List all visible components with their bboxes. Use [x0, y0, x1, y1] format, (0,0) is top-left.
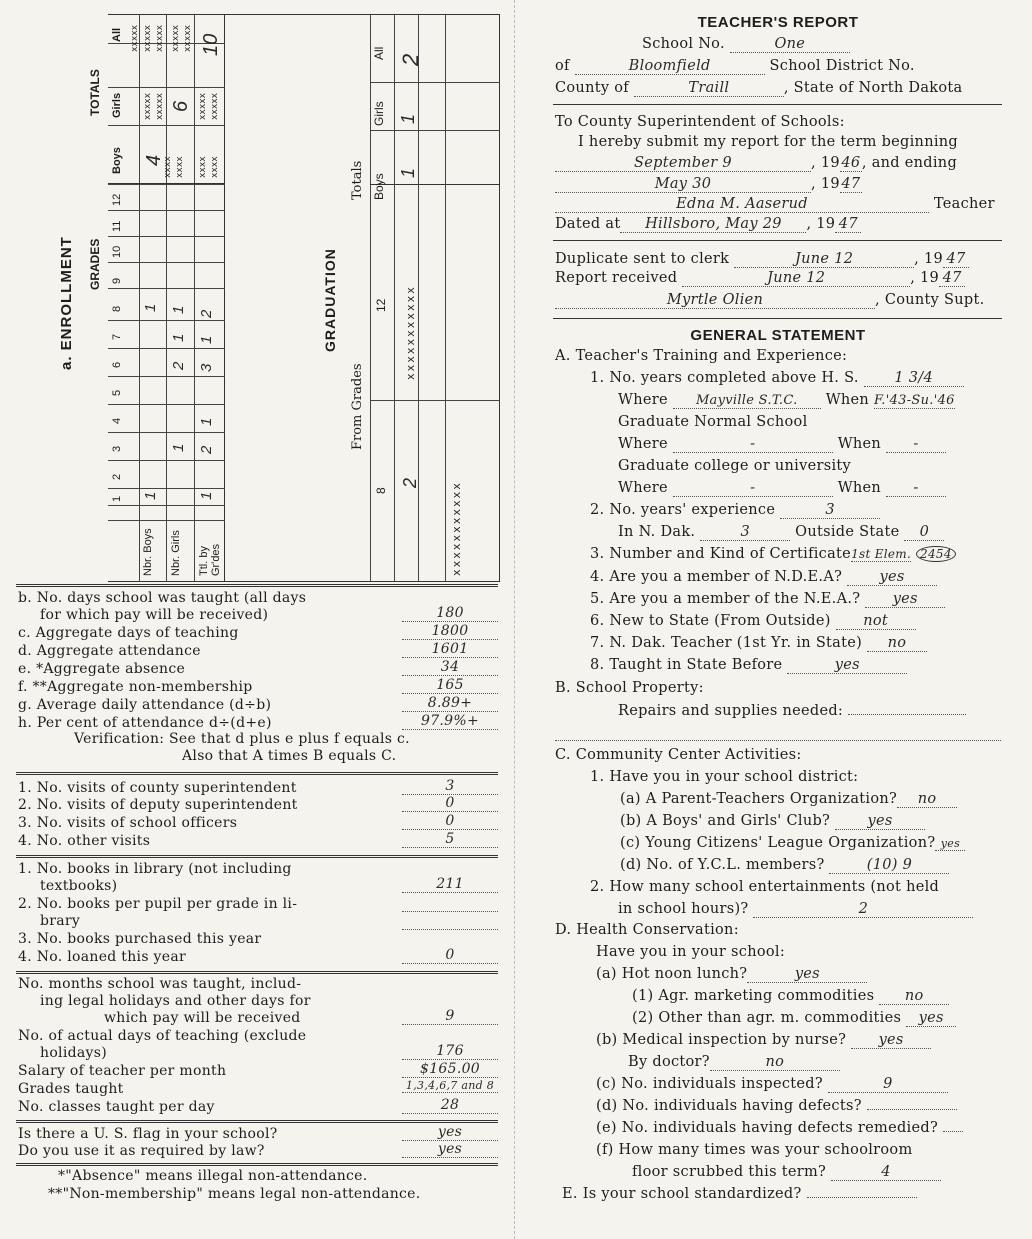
- grad-college-where[interactable]: -: [673, 480, 833, 497]
- grad-college-when[interactable]: -: [886, 480, 946, 497]
- da2-label: (2) Other than agr. m. commodities: [632, 1010, 902, 1026]
- boys-grade-1: 1: [142, 491, 159, 500]
- months-label-1: No. months school was taught, includ-: [18, 976, 302, 992]
- row-label-boys: Nbr. Boys: [142, 528, 154, 576]
- dup-year[interactable]: 47: [943, 251, 969, 268]
- row-verification: [18, 731, 498, 749]
- grade-4: 4: [111, 417, 123, 424]
- cc-value[interactable]: yes: [935, 837, 965, 851]
- girls-grade-6: 2: [170, 361, 187, 370]
- a5-value[interactable]: yes: [865, 591, 945, 608]
- a4-value[interactable]: yes: [847, 569, 937, 586]
- df-label: (f) How many times was your schoolroom: [596, 1142, 913, 1158]
- outside-value[interactable]: 0: [904, 524, 944, 541]
- year-prefix: , 19: [914, 251, 944, 267]
- school-no-row: [642, 36, 850, 53]
- where-label: Where: [618, 480, 668, 496]
- db-value[interactable]: yes: [851, 1032, 931, 1049]
- begin-year[interactable]: 46: [841, 155, 861, 171]
- county-label: County of: [555, 80, 629, 96]
- b1-extra-line[interactable]: [555, 725, 1001, 741]
- grad-college-row: [618, 458, 851, 474]
- total-grade-4: 1: [198, 417, 215, 426]
- grade-1: 1: [111, 495, 123, 502]
- a8-label: 8. Taught in State Before: [590, 657, 783, 673]
- db2-value[interactable]: no: [710, 1054, 840, 1071]
- library-label-4: 4. No. loaned this year: [18, 949, 186, 965]
- enrollment-title: a. ENROLLMENT: [58, 236, 75, 370]
- total-grade-8: 2: [198, 309, 215, 318]
- visit-label: 3. No. visits of school officers: [18, 815, 238, 831]
- c2b-label: in school hours)?: [618, 901, 749, 917]
- grad-girls-label: Girls: [372, 101, 386, 126]
- months-row-3: [18, 1010, 498, 1028]
- footnote-row-2: [18, 1186, 498, 1204]
- total-grade-6: 3: [198, 363, 215, 372]
- de-value[interactable]: [943, 1131, 963, 1132]
- grad-normal-when[interactable]: -: [886, 436, 946, 453]
- value-h[interactable]: 97.9%+: [402, 713, 498, 730]
- a1-label: 1. No. years completed above H. S.: [590, 370, 859, 386]
- cc-label: (c) Young Citizens' League Organization?: [620, 835, 936, 851]
- label-h: h. Per cent of attendance d÷(d+e): [18, 715, 272, 731]
- grade-6: 6: [111, 361, 123, 368]
- label-c: c. Aggregate days of teaching: [18, 625, 239, 641]
- db-label: (b) Medical inspection by nurse?: [596, 1032, 847, 1048]
- where-label: Where: [618, 436, 668, 452]
- dated-year[interactable]: 47: [835, 216, 861, 233]
- state-label: , State of North Dakota: [783, 80, 963, 96]
- year-prefix: , 19: [806, 216, 836, 232]
- months-row-1: [18, 976, 498, 994]
- grad-girls-value: 1: [398, 113, 418, 124]
- boys-total: 4: [143, 154, 165, 166]
- grad-boys-label: Boys: [372, 173, 386, 200]
- girls-grade-8: 1: [170, 305, 187, 314]
- x-mark: xxxxx: [143, 24, 153, 52]
- dated-row: [555, 216, 861, 233]
- days-label-2: holidays): [40, 1045, 107, 1061]
- totals-header: TOTALS: [88, 69, 102, 116]
- a1-when-value[interactable]: F.'43-Su.'46: [873, 393, 955, 408]
- in-nd-value[interactable]: 3: [700, 524, 790, 541]
- c1-row: [590, 769, 858, 785]
- d0-label: Have you in your school:: [596, 944, 786, 960]
- grade-11: 11: [111, 220, 123, 232]
- district-row: [555, 58, 915, 75]
- ca-row: [620, 791, 957, 808]
- a4-row: [590, 569, 937, 586]
- salary-label: Salary of teacher per month: [18, 1063, 227, 1079]
- days-value[interactable]: 176: [402, 1043, 498, 1060]
- label-d: d. Aggregate attendance: [18, 643, 201, 659]
- months-label-2: ing legal holidays and other days for: [40, 993, 311, 1009]
- days-label-1: No. of actual days of teaching (exclude: [18, 1028, 307, 1044]
- grade-8: 8: [111, 305, 123, 312]
- visit-row: [18, 833, 498, 851]
- year-prefix: , 19: [910, 270, 940, 286]
- teacher-row: [555, 196, 995, 213]
- teacher-label: Teacher: [933, 196, 995, 212]
- a3-value[interactable]: 1st Elem.: [851, 547, 912, 561]
- visit-value[interactable]: 3: [402, 778, 498, 795]
- b1-label: Repairs and supplies needed:: [618, 703, 844, 719]
- grade-3: 3: [111, 445, 123, 452]
- flag-question-2: Do you use it as required by law?: [18, 1143, 265, 1159]
- library-row-1b: [18, 878, 498, 896]
- a5-row: [590, 591, 945, 608]
- library-row-4: [18, 949, 498, 967]
- in-nd-label: In N. Dak.: [618, 524, 696, 540]
- received-row: [555, 270, 965, 287]
- submit-label: I hereby submit my report for the term beginning: [578, 134, 958, 150]
- boys-grade-8: 1: [142, 303, 159, 312]
- girls-grade-7: 1: [170, 333, 187, 342]
- when-label: When: [837, 480, 882, 496]
- flag-answer-2[interactable]: yes: [402, 1141, 498, 1158]
- grades-header: GRADES: [88, 238, 102, 290]
- c2-value[interactable]: 2: [753, 901, 973, 918]
- x-mark: xxxx: [210, 156, 220, 178]
- graduation-title: GRADUATION: [322, 248, 338, 352]
- section-d: [555, 922, 739, 938]
- outside-label: Outside State: [795, 524, 900, 540]
- grade-5: 5: [111, 389, 123, 396]
- visit-value[interactable]: 0: [402, 813, 498, 830]
- a8-value[interactable]: yes: [787, 657, 907, 674]
- verification-text-2: Also that A times B equals C.: [182, 748, 397, 764]
- a2-value[interactable]: 3: [780, 502, 880, 519]
- classes-row: [18, 1099, 498, 1117]
- dd-label: (d) No. individuals having defects?: [596, 1098, 862, 1114]
- da-value[interactable]: yes: [747, 966, 867, 983]
- grades-label: Grades taught: [18, 1081, 124, 1097]
- a1-value[interactable]: 1 3/4: [864, 370, 964, 387]
- to-label: To County Superintendent of Schools:: [555, 114, 845, 130]
- footnote-row-1: [18, 1168, 498, 1186]
- county-value[interactable]: Traill: [634, 80, 784, 97]
- grad-normal-where[interactable]: -: [673, 436, 833, 453]
- cd-value[interactable]: (10) 9: [829, 857, 949, 874]
- cb-label: (b) A Boys' and Girls' Club?: [620, 813, 831, 829]
- c2b-row: [618, 901, 973, 918]
- da2-value[interactable]: yes: [906, 1010, 956, 1027]
- row-label-total: Ttl. by Gr'des: [198, 543, 222, 576]
- visit-value[interactable]: 0: [402, 795, 498, 812]
- dated-label: Dated at: [555, 216, 621, 232]
- library-label-2: 2. No. books per pupil per grade in li-: [18, 896, 298, 912]
- label-f: f. **Aggregate non-membership: [18, 679, 253, 695]
- a1-row: [590, 370, 964, 387]
- and-ending-label: , and ending: [861, 155, 958, 171]
- library-label-1: 1. No. books in library (not including: [18, 861, 292, 877]
- grad-totals-label: Totals: [350, 160, 365, 200]
- section-e-label: E. Is your school standardized?: [562, 1186, 802, 1202]
- x-mark: xxxxx: [130, 24, 140, 52]
- df2-label: floor scrubbed this term?: [632, 1164, 827, 1180]
- a4-label: 4. Are you a member of N.D.E.A?: [590, 569, 843, 585]
- da-label: (a) Hot noon lunch?: [596, 966, 748, 982]
- de-row: [596, 1120, 963, 1136]
- section-a: [555, 348, 847, 364]
- grad-8-label: 8: [374, 487, 388, 494]
- b1-value[interactable]: [848, 714, 966, 715]
- received-label: Report received: [555, 270, 678, 286]
- end-row: [555, 176, 862, 193]
- cc-row: [620, 835, 965, 851]
- library-value-4[interactable]: 0: [402, 947, 498, 964]
- dated-value[interactable]: Hillsboro, May 29: [620, 216, 806, 233]
- a5-label: 5. Are you a member of the N.E.A.?: [590, 591, 861, 607]
- section-c: [555, 747, 802, 763]
- months-value[interactable]: 9: [402, 1008, 498, 1025]
- grad-college-where-row: [618, 480, 946, 497]
- dd-row: [596, 1098, 957, 1114]
- da1-row: [632, 988, 949, 1005]
- de-label: (e) No. individuals having defects remedied?: [596, 1120, 939, 1136]
- row-verification2: [18, 748, 498, 766]
- salary-value[interactable]: $165.00: [402, 1061, 498, 1078]
- grade-12: 12: [111, 193, 123, 206]
- grad-x-run: xxxxxxxxxxx: [450, 481, 463, 576]
- months-label-3: which pay will be received: [104, 1010, 301, 1026]
- x-mark: xxxxx: [143, 92, 153, 120]
- report-title: TEACHER'S REPORT: [697, 14, 859, 31]
- x-mark: xxxxx: [171, 24, 181, 52]
- visit-label: 2. No. visits of deputy superintendent: [18, 797, 298, 813]
- a1-where-row: [618, 392, 955, 409]
- library-label-3: 3. No. books purchased this year: [18, 931, 262, 947]
- section-d-label: D. Health Conservation:: [555, 922, 739, 938]
- value-f[interactable]: 165: [402, 677, 498, 694]
- value-b[interactable]: 180: [402, 605, 498, 622]
- c1-label: 1. Have you in your school district:: [590, 769, 859, 785]
- df-row: [596, 1142, 913, 1158]
- library-value-1[interactable]: 211: [402, 876, 498, 893]
- verification-text: Verification: See that d plus e plus f equals c.: [74, 731, 410, 747]
- district-value[interactable]: Bloomfield: [575, 58, 765, 75]
- general-title: GENERAL STATEMENT: [690, 327, 866, 344]
- footnote-non-membership: **"Non-membership" means legal non-attendance.: [48, 1186, 421, 1202]
- total-grade-7: 1: [198, 335, 215, 344]
- row-label-girls: Nbr. Girls: [170, 530, 182, 576]
- dup-row: [555, 251, 969, 268]
- all-total: 10: [200, 33, 222, 56]
- a3-row: [590, 546, 956, 562]
- visit-label: 1. No. visits of county superintendent: [18, 780, 297, 796]
- ca-value[interactable]: no: [897, 791, 957, 808]
- girls-grade-3: 1: [170, 443, 187, 452]
- x-mark: xxxxx: [183, 24, 193, 52]
- da1-value[interactable]: no: [879, 988, 949, 1005]
- cd-row: [620, 857, 949, 874]
- received-year[interactable]: 47: [939, 270, 965, 287]
- d0-row: [596, 944, 785, 960]
- a1-where-value[interactable]: Mayville S.T.C.: [673, 393, 821, 409]
- begin-date[interactable]: September 9: [555, 155, 811, 172]
- value-c[interactable]: 1800: [402, 623, 498, 640]
- total-grade-1: 1: [198, 491, 215, 500]
- grad-normal-where-row: [618, 436, 946, 453]
- when-label: When: [837, 436, 882, 452]
- totals-all-label: All: [111, 27, 123, 42]
- a2-label: 2. No. years' experience: [590, 502, 776, 518]
- cb-row: [620, 813, 925, 830]
- b1-row: [618, 703, 966, 719]
- flag-question-1: Is there a U. S. flag in your school?: [18, 1126, 278, 1142]
- value-e[interactable]: 34: [402, 659, 498, 676]
- a7-label: 7. N. Dak. Teacher (1st Yr. in State): [590, 635, 863, 651]
- a2-detail-row: [618, 524, 944, 541]
- grad-boys-value: 1: [398, 167, 418, 178]
- when-label: When: [825, 392, 870, 408]
- library-value-3[interactable]: [402, 929, 498, 930]
- dup-value[interactable]: June 12: [734, 251, 914, 268]
- district-label: School District No.: [769, 58, 915, 74]
- section-b-label: B. School Property:: [555, 680, 704, 696]
- total-grade-3: 2: [198, 445, 215, 454]
- flag-answer-1[interactable]: yes: [402, 1124, 498, 1141]
- da-row: [596, 966, 867, 983]
- section-e: [562, 1186, 917, 1202]
- totals-girls-label: Girls: [111, 92, 123, 118]
- cd-label: (d) No. of Y.C.L. members?: [620, 857, 825, 873]
- a7-row: [590, 635, 927, 652]
- a6-row: [590, 613, 916, 630]
- teacher-name[interactable]: Edna M. Aaserud: [555, 196, 929, 213]
- girls-total: 6: [170, 100, 192, 112]
- grad-all-label: All: [372, 46, 386, 60]
- grad-normal-row: [618, 414, 808, 430]
- year-prefix: , 19: [811, 155, 840, 171]
- begin-row: [555, 155, 957, 172]
- a3-label: 3. Number and Kind of Certificate: [590, 546, 852, 562]
- a7-value[interactable]: no: [867, 635, 927, 652]
- df-value[interactable]: 4: [831, 1164, 941, 1181]
- value-g[interactable]: 8.89+: [402, 695, 498, 712]
- dup-label: Duplicate sent to clerk: [555, 251, 730, 267]
- grade-2: 2: [111, 473, 123, 480]
- visit-label: 4. No. other visits: [18, 833, 151, 849]
- label-e: e. *Aggregate absence: [18, 661, 186, 677]
- x-mark: xxxx: [163, 156, 173, 178]
- of-label: of: [555, 58, 570, 74]
- section-c-label: C. Community Center Activities:: [555, 747, 802, 763]
- visit-value[interactable]: 5: [402, 831, 498, 848]
- year-prefix: , 19: [811, 176, 840, 192]
- cb-value[interactable]: yes: [835, 813, 925, 830]
- x-mark: xxxx: [175, 156, 185, 178]
- to-row: [555, 114, 845, 130]
- a6-value[interactable]: not: [836, 613, 916, 630]
- grade-10: 10: [111, 245, 123, 258]
- flag-row-2: [18, 1143, 498, 1161]
- db-row: [596, 1032, 931, 1049]
- library-value-2[interactable]: [402, 911, 498, 912]
- grad-from-grades-label: From Grades: [350, 363, 365, 450]
- ca-label: (a) A Parent-Teachers Organization?: [620, 791, 898, 807]
- x-mark: xxxx: [198, 156, 208, 178]
- dc-value[interactable]: 9: [828, 1076, 948, 1093]
- county-row: [555, 80, 963, 97]
- grad-12-label: 12: [374, 298, 388, 312]
- a6-label: 6. New to State (From Outside): [590, 613, 831, 629]
- grade-7: 7: [111, 333, 123, 340]
- dc-row: [596, 1076, 948, 1093]
- da2-row: [632, 1010, 956, 1027]
- section-a-label: A. Teacher's Training and Experience:: [555, 348, 848, 364]
- x-mark: xxxxx: [155, 24, 165, 52]
- received-value[interactable]: June 12: [682, 270, 910, 287]
- school-no-value[interactable]: One: [730, 36, 850, 53]
- label-b2: for which pay will be received): [40, 607, 269, 623]
- e-value[interactable]: [807, 1197, 917, 1198]
- x-mark: xxxxx: [210, 92, 220, 120]
- section-b: [555, 680, 704, 696]
- a8-row: [590, 657, 907, 674]
- library-label-1b: textbooks): [40, 878, 118, 894]
- dc-label: (c) No. individuals inspected?: [596, 1076, 823, 1092]
- a2-row: [590, 502, 880, 519]
- grad-x-run: xxxxxxxxxxx: [404, 285, 417, 380]
- grades-value[interactable]: 1,3,4,6,7 and 8: [402, 1079, 498, 1093]
- end-date[interactable]: May 30: [555, 176, 811, 193]
- label-b: b. No. days school was taught (all days: [18, 590, 307, 606]
- c2-row: [590, 879, 939, 895]
- grad-8-value: 2: [400, 477, 420, 488]
- grad-normal-label: Graduate Normal School: [618, 414, 808, 430]
- db2-label: By doctor?: [628, 1054, 710, 1070]
- library-label-2b: brary: [40, 913, 81, 929]
- classes-label: No. classes taught per day: [18, 1099, 215, 1115]
- supt-label: , County Supt.: [875, 292, 985, 308]
- x-mark: xxxxx: [155, 92, 165, 120]
- totals-boys-label: Boys: [111, 147, 123, 174]
- footnote-absence: *"Absence" means illegal non-attendance.: [58, 1168, 368, 1184]
- c2-label: 2. How many school entertainments (not held: [590, 879, 940, 895]
- da1-label: (1) Agr. marketing commodities: [632, 988, 875, 1004]
- classes-value[interactable]: 28: [402, 1097, 498, 1114]
- grad-college-label: Graduate college or university: [618, 458, 852, 474]
- grad-all-value: 2: [398, 53, 423, 66]
- end-year[interactable]: 47: [841, 176, 861, 192]
- x-mark: xxxxx: [198, 92, 208, 120]
- db2-row: [628, 1054, 840, 1071]
- supt-name[interactable]: Myrtle Olien: [555, 292, 875, 309]
- grade-9: 9: [111, 277, 123, 284]
- supt-row: [555, 292, 985, 309]
- label-g: g. Average daily attendance (d÷b): [18, 697, 272, 713]
- dd-value[interactable]: [867, 1109, 957, 1110]
- df2-row: [632, 1164, 941, 1181]
- submit-row: [578, 134, 958, 150]
- where-label: Where: [618, 392, 668, 408]
- school-no-label: School No.: [642, 36, 725, 52]
- certificate-number: 2454: [916, 546, 956, 562]
- value-d[interactable]: 1601: [402, 641, 498, 658]
